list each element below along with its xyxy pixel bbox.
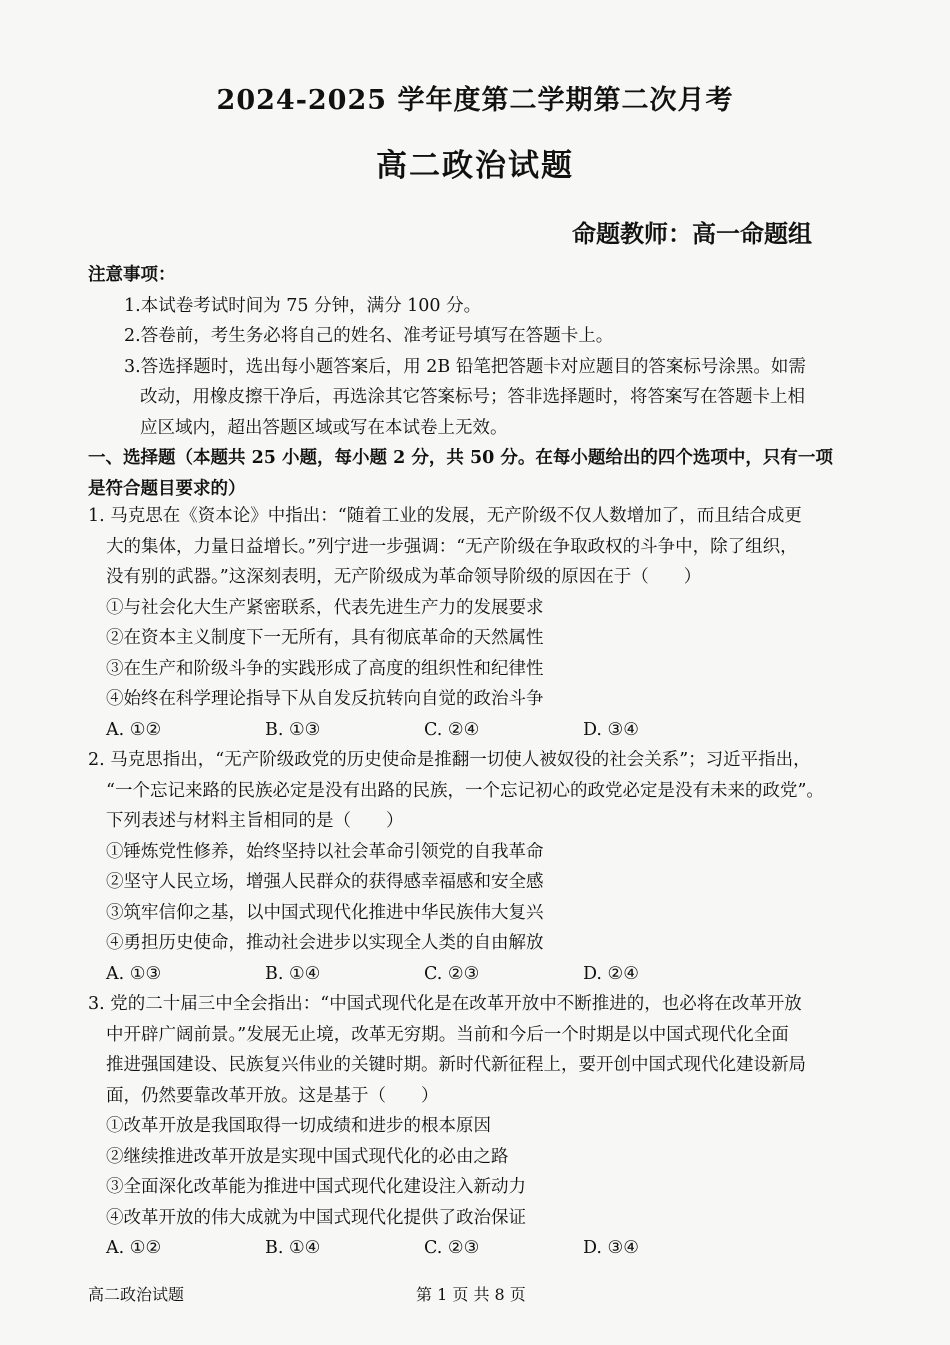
question-item: ②坚守人民立场，增强人民群众的获得感幸福感和安全感	[106, 872, 544, 892]
question-stem: 3. 党的二十届三中全会指出：“中国式现代化是在改革开放中不断推进的，也必将在改革开放	[88, 994, 802, 1014]
question-item: ①锤炼党性修养，始终坚持以社会革命引领党的自我革命	[106, 841, 544, 862]
option-b: B. ①④	[265, 1238, 321, 1258]
notice-heading: 注意事项：	[88, 265, 176, 285]
question-item: ②在资本主义制度下一无所有，具有彻底革命的天然属性	[106, 628, 544, 648]
exam-author: 命题教师：高一命题组	[572, 219, 812, 248]
notice-item: 改动，用橡皮擦干净后，再选涂其它答案标号；答非选择题时，将答案写在答题卡上相	[140, 387, 805, 407]
option-d: D. ②④	[583, 963, 639, 984]
question-2	[88, 745, 888, 989]
question-stem: 大的集体，力量日益增长。”列宁进一步强调：“无产阶级在争取政权的斗争中，除了组织，	[106, 536, 798, 557]
question-item: ③全面深化改革能为推进中国式现代化建设注入新动力	[106, 1177, 526, 1197]
option-c: C. ②③	[424, 1238, 480, 1258]
question-stem: 下列表述与材料主旨相同的是（ ）	[106, 811, 404, 831]
question-stem: 中开辟广阔前景。”发展无止境，改革无穷期。当前和今后一个时期是以中国式现代化全面	[106, 1024, 789, 1045]
question-options	[88, 715, 888, 746]
question-item: ①与社会化大生产紧密联系，代表先进生产力的发展要求	[106, 597, 544, 618]
option-a: A. ①②	[106, 1238, 162, 1258]
question-item: ③在生产和阶级斗争的实践形成了高度的组织性和纪律性	[106, 658, 544, 679]
exam-title: 2024-2025 学年度第二学期第二次月考	[216, 85, 734, 116]
question-stem: 1. 马克思在《资本论》中指出：“随着工业的发展，无产阶级不仅人数增加了，而且结合成更	[88, 506, 802, 526]
option-b: B. ①③	[265, 719, 321, 740]
footer-subject: 高二政治试题	[88, 1285, 185, 1304]
notice-item: 应区域内，超出答题区域或写在本试卷上无效。	[140, 417, 508, 438]
question-stem: 2. 马克思指出，“无产阶级政党的历史使命是推翻一切使人被奴役的社会关系”；习近平指出，	[88, 750, 811, 770]
notice-item: 2.答卷前，考生务必将自己的姓名、准考证号填写在答题卡上。	[124, 326, 614, 346]
question-item: ③筑牢信仰之基，以中国式现代化推进中华民族伟大复兴	[106, 902, 544, 923]
question-options	[88, 1233, 888, 1264]
question-stem: “一个忘记来路的民族必定是没有出路的民族，一个忘记初心的政党必定是没有未来的政党”。	[106, 780, 824, 801]
question-item: ④改革开放的伟大成就为中国式现代化提供了政治保证	[106, 1207, 526, 1228]
question-item: ④勇担历史使命，推动社会进步以实现全人类的自由解放	[106, 933, 544, 953]
option-b: B. ①④	[265, 963, 321, 984]
section-heading: 一、选择题（本题共 25 小题，每小题 2 分，共 50 分。在每小题给出的四个选项中，只有一项	[88, 448, 833, 468]
option-d: D. ③④	[583, 1238, 639, 1258]
question-stem: 推进强国建设、民族复兴伟业的关键时期。新时代新征程上，要开创中国式现代化建设新局	[106, 1055, 806, 1075]
option-a: A. ①③	[106, 963, 162, 984]
exam-subject: 高二政治试题	[376, 148, 574, 184]
question-options	[88, 959, 888, 990]
question-item: ④始终在科学理论指导下从自发反抗转向自觉的政治斗争	[106, 689, 544, 709]
section-heading-cont: 是符合题目要求的）	[88, 478, 246, 499]
question-item: ①改革开放是我国取得一切成绩和进步的根本原因	[106, 1116, 491, 1136]
question-stem: 面，仍然要靠改革开放。这是基于（ ）	[106, 1085, 439, 1106]
notice-block	[88, 260, 888, 504]
question-stem: 没有别的武器。”这深刻表明，无产阶级成为革命领导阶级的原因在于（ ）	[106, 567, 702, 587]
question-1	[88, 501, 888, 745]
question-item: ②继续推进改革开放是实现中国式现代化的必由之路	[106, 1146, 509, 1167]
option-a: A. ①②	[106, 719, 162, 740]
footer-page-number: 第 1 页 共 8 页	[416, 1285, 526, 1304]
option-c: C. ②④	[424, 719, 480, 740]
option-c: C. ②③	[424, 963, 480, 984]
option-d: D. ③④	[583, 719, 639, 740]
notice-item: 1.本试卷考试时间为 75 分钟，满分 100 分。	[124, 295, 482, 316]
question-3	[88, 989, 888, 1264]
notice-item: 3.答选择题时，选出每小题答案后，用 2B 铅笔把答题卡对应题目的答案标号涂黑。如需	[124, 356, 806, 377]
